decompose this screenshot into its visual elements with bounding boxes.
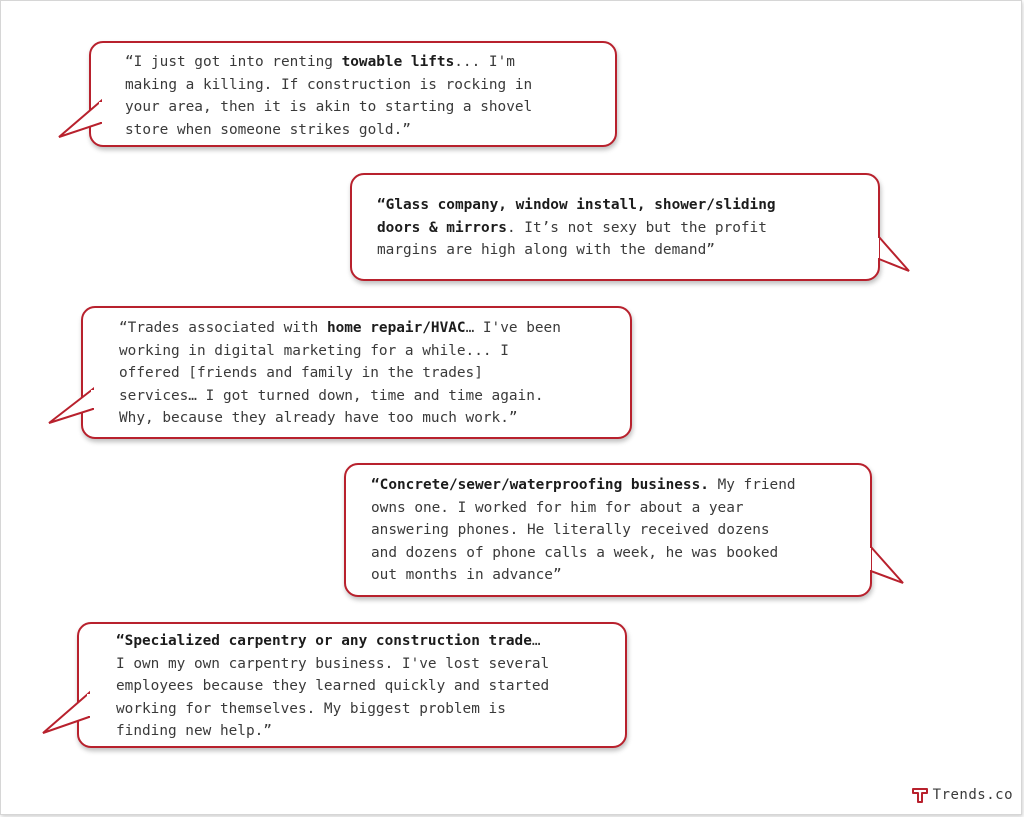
trends-logo (911, 786, 1013, 804)
quote-line (125, 119, 615, 142)
speech-tail-left-icon (57, 99, 103, 143)
quote-line (116, 630, 625, 653)
quote-text: answering phones. He literally received dozens (371, 522, 770, 539)
quote-bubble-concrete-sewer (344, 463, 872, 597)
speech-tail-left-icon (47, 387, 95, 429)
quote-text: … I've been (465, 320, 561, 336)
quote-line (377, 239, 878, 262)
quote-line (116, 675, 625, 698)
quote-line (116, 653, 625, 676)
quote-line (119, 385, 630, 408)
quote-text: I own my own carpentry business. I've lost several (116, 655, 550, 672)
quote-line (371, 519, 870, 542)
quote-text: store when someone strikes gold.” (125, 121, 411, 138)
speech-tail-right-icon (867, 231, 911, 275)
quote-line (125, 74, 615, 97)
quote-text: . It’s not sexy but the profit (506, 219, 767, 236)
quote-text: Why, because they already have too much work.” (119, 410, 518, 427)
trends-t-logo-icon (911, 786, 929, 804)
quote-text: owns one. I worked for him for about a year (371, 499, 744, 516)
quote-text: services… I got turned down, time and time again. (119, 387, 544, 404)
quote-bubble-towable-lifts (89, 41, 617, 147)
quote-text: My friend (708, 477, 796, 493)
quote-bubble-home-repair-hvac (81, 306, 632, 439)
quote-text: ... I'm (454, 54, 515, 70)
quote-line (116, 720, 625, 743)
quote-line (119, 317, 630, 340)
quote-text: out months in advance” (371, 567, 562, 584)
logo-text: Trends.co (932, 787, 1013, 803)
quote-line (371, 564, 870, 587)
quote-text: employees because they learned quickly and started (116, 678, 550, 695)
quote-line (371, 497, 870, 520)
quote-text: offered [friends and family in the trades] (119, 365, 483, 382)
quote-line (116, 698, 625, 721)
quote-line (125, 96, 615, 119)
quote-line (125, 51, 615, 74)
quote-line (371, 542, 870, 565)
quote-highlight-text: “Specialized carpentry or any construction trade (116, 633, 532, 649)
speech-tail-left-icon (41, 691, 91, 739)
quote-bubble-specialized-carpentry (77, 622, 627, 748)
quote-line (371, 474, 870, 497)
quote-highlight-text: towable lifts (341, 54, 455, 70)
speech-tail-right-icon (859, 541, 905, 587)
quote-text: … (531, 633, 541, 649)
quote-text: and dozens of phone calls a week, he was booked (371, 544, 779, 561)
quote-text: margins are high along with the demand” (377, 242, 715, 259)
quote-text: working for themselves. My biggest problem is (116, 700, 506, 717)
quote-bubble-glass-company (350, 173, 880, 281)
quote-text: “I just got into renting (125, 54, 342, 70)
quote-line (377, 217, 878, 240)
quote-text: making a killing. If construction is rocking in (125, 76, 533, 93)
quote-text: “Trades associated with (119, 320, 327, 336)
quote-highlight-text: “Concrete/sewer/waterproofing business. (371, 477, 709, 493)
quote-text: finding new help.” (116, 723, 272, 740)
quote-text: working in digital marketing for a while... I (119, 342, 509, 359)
quote-highlight-text: home repair/HVAC (326, 320, 466, 336)
quote-highlight-text: “Glass company, window install, shower/sliding (377, 197, 776, 213)
quote-line (119, 362, 630, 385)
quote-text: your area, then it is akin to starting a shovel (125, 99, 533, 116)
quote-line (377, 194, 878, 217)
quote-highlight-text: doors & mirrors (377, 219, 507, 236)
quote-line (119, 340, 630, 363)
quote-line (119, 407, 630, 430)
